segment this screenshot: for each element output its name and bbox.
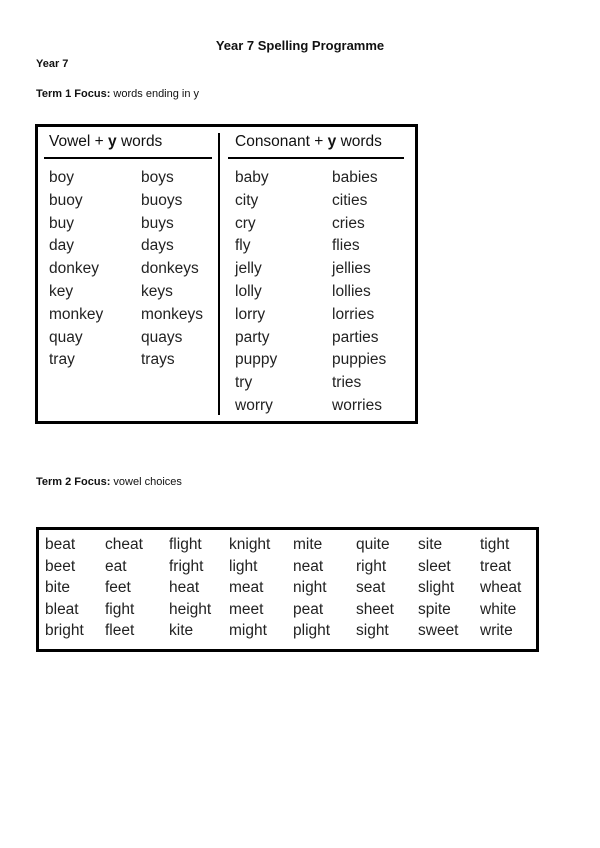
term1-table — [35, 124, 418, 424]
word: buy — [49, 214, 74, 232]
word: fleet — [105, 622, 135, 639]
word: jellies — [332, 260, 371, 278]
word: tries — [332, 374, 362, 392]
word: monkey — [49, 305, 104, 323]
word: quite — [356, 536, 390, 553]
consonant-singular-column — [235, 167, 277, 418]
word: bite — [45, 579, 70, 596]
word: meet — [229, 600, 264, 618]
word: lorry — [235, 305, 266, 323]
word: plight — [293, 622, 331, 639]
term1-focus-label: Term 1 Focus: — [36, 88, 111, 100]
word: flight — [169, 536, 202, 553]
word: beat — [45, 536, 76, 553]
word: quays — [141, 328, 183, 346]
word: quay — [49, 328, 83, 346]
word: sleet — [418, 557, 451, 575]
header-rule-left — [44, 157, 212, 159]
word: night — [293, 579, 327, 596]
word: monkeys — [141, 305, 204, 323]
word: site — [418, 536, 443, 553]
word: city — [235, 191, 259, 209]
word: boys — [141, 169, 174, 186]
word: cheat — [105, 536, 143, 553]
word: meat — [229, 579, 264, 596]
word: fly — [235, 237, 251, 255]
header-rule-right — [228, 157, 404, 159]
consonant-y-header: Consonant + y words — [235, 133, 382, 150]
word: day — [49, 237, 74, 255]
word: keys — [141, 282, 173, 300]
word: boy — [49, 169, 74, 186]
vowel-choice-grid — [45, 536, 532, 644]
term2-focus — [36, 476, 182, 488]
word: slight — [418, 579, 455, 596]
word: puppies — [332, 351, 387, 369]
word: right — [356, 557, 387, 575]
word: height — [169, 600, 212, 618]
consonant-plural-column — [332, 167, 386, 418]
word: key — [49, 282, 74, 300]
vowel-y-header: Vowel + y words — [49, 133, 163, 150]
word: fright — [169, 557, 204, 575]
word: cries — [332, 214, 365, 232]
year-label: Year 7 — [36, 58, 69, 70]
word: heat — [169, 579, 200, 596]
word: cities — [332, 191, 368, 209]
word: peat — [293, 600, 324, 618]
word: sight — [356, 622, 389, 639]
word: write — [480, 622, 513, 639]
word: beet — [45, 557, 76, 575]
word: kite — [169, 622, 194, 639]
word: might — [229, 622, 267, 639]
term2-focus-label: Term 2 Focus: — [36, 476, 111, 488]
word: cry — [235, 214, 256, 232]
word: lorries — [332, 305, 375, 323]
word: try — [235, 374, 253, 392]
word: buoys — [141, 191, 183, 209]
word: bright — [45, 622, 84, 639]
word: lolly — [235, 282, 262, 300]
vowel-singular-column — [49, 167, 103, 372]
term2-table — [36, 527, 539, 652]
word: tight — [480, 536, 510, 553]
word: seat — [356, 579, 386, 596]
term2-focus-text: vowel choices — [110, 476, 182, 488]
word: worry — [235, 396, 273, 414]
word: buys — [141, 214, 174, 232]
word: mite — [293, 536, 323, 553]
word: sweet — [418, 622, 459, 639]
word: trays — [141, 351, 175, 369]
word: eat — [105, 557, 127, 575]
word: babies — [332, 169, 378, 186]
word: tray — [49, 351, 75, 369]
word: light — [229, 557, 258, 575]
word: treat — [480, 557, 512, 575]
word: days — [141, 237, 174, 255]
word: feet — [105, 579, 131, 596]
word: donkey — [49, 260, 99, 278]
word: flies — [332, 237, 360, 255]
word: spite — [418, 600, 451, 618]
word: lollies — [332, 282, 371, 300]
word: wheat — [480, 579, 522, 596]
word: donkeys — [141, 260, 199, 278]
word: neat — [293, 557, 324, 575]
word: party — [235, 328, 270, 346]
word: parties — [332, 328, 379, 346]
word: white — [480, 600, 517, 618]
column-divider — [218, 133, 220, 415]
term1-focus — [36, 88, 199, 100]
word: puppy — [235, 351, 278, 369]
word: baby — [235, 169, 269, 186]
term1-focus-text: words ending in y — [110, 88, 200, 100]
word: buoy — [49, 191, 83, 209]
word: bleat — [45, 600, 79, 618]
word: jelly — [235, 260, 262, 278]
word: worries — [332, 396, 382, 414]
page-title: Year 7 Spelling Programme — [215, 38, 385, 53]
word: fight — [105, 600, 135, 618]
word: knight — [229, 536, 271, 553]
vowel-plural-column — [141, 167, 203, 372]
word: sheet — [356, 600, 394, 618]
